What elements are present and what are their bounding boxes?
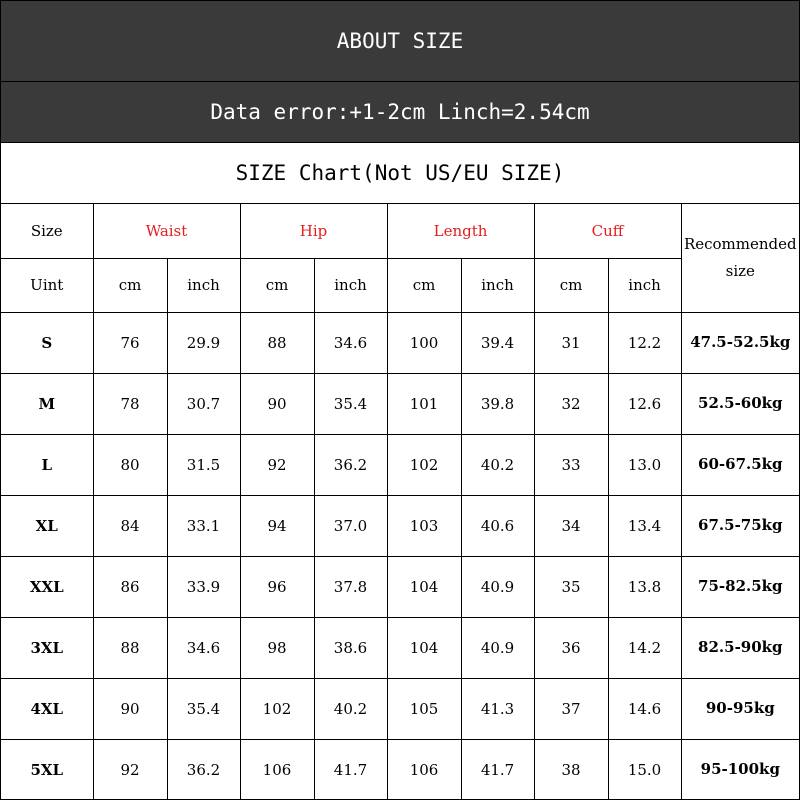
waist-cm-cell: 76 bbox=[93, 312, 167, 373]
hip-cm-cell: 102 bbox=[240, 678, 314, 739]
recommended-size-cell: 82.5-90kg bbox=[681, 617, 799, 678]
hip-header: Hip bbox=[240, 204, 387, 258]
waist-cm-cell: 78 bbox=[93, 373, 167, 434]
size-header: Size bbox=[1, 204, 93, 258]
cuff-inch-cell: 14.6 bbox=[608, 678, 681, 739]
waist-inch-cell: 29.9 bbox=[167, 312, 240, 373]
about-size-title: ABOUT SIZE bbox=[336, 29, 464, 53]
waist-cm-cell: 86 bbox=[93, 556, 167, 617]
hip-cm-cell: 88 bbox=[240, 312, 314, 373]
hip-inch-cell: 35.4 bbox=[314, 373, 387, 434]
size-cell: 4XL bbox=[1, 678, 93, 739]
table-row bbox=[1, 373, 799, 434]
recommended-size-cell: 67.5-75kg bbox=[681, 495, 799, 556]
cuff-cm-unit: cm bbox=[534, 258, 608, 312]
table-row bbox=[1, 739, 799, 800]
hip-inch-cell: 37.8 bbox=[314, 556, 387, 617]
hip-cm-cell: 106 bbox=[240, 739, 314, 800]
waist-cm-cell: 88 bbox=[93, 617, 167, 678]
hip-cm-cell: 92 bbox=[240, 434, 314, 495]
length-inch-cell: 41.3 bbox=[461, 678, 534, 739]
length-cm-cell: 104 bbox=[387, 617, 461, 678]
cuff-cm-cell: 38 bbox=[534, 739, 608, 800]
length-inch-cell: 40.9 bbox=[461, 556, 534, 617]
hip-cm-cell: 98 bbox=[240, 617, 314, 678]
hip-cm-cell: 90 bbox=[240, 373, 314, 434]
cuff-inch-cell: 13.4 bbox=[608, 495, 681, 556]
table-row bbox=[1, 434, 799, 495]
table-row bbox=[1, 312, 799, 373]
size-chart-title: SIZE Chart(Not US/EU SIZE) bbox=[235, 161, 565, 185]
waist-cm-cell: 84 bbox=[93, 495, 167, 556]
hip-inch-cell: 41.7 bbox=[314, 739, 387, 800]
waist-inch-cell: 30.7 bbox=[167, 373, 240, 434]
length-cm-cell: 104 bbox=[387, 556, 461, 617]
about-size-banner bbox=[1, 1, 799, 82]
cuff-inch-cell: 14.2 bbox=[608, 617, 681, 678]
hip-inch-cell: 34.6 bbox=[314, 312, 387, 373]
data-error-banner bbox=[1, 82, 799, 143]
recommended-size-cell: 75-82.5kg bbox=[681, 556, 799, 617]
length-inch-cell: 41.7 bbox=[461, 739, 534, 800]
table-row bbox=[1, 678, 799, 739]
cuff-cm-cell: 31 bbox=[534, 312, 608, 373]
waist-inch-cell: 36.2 bbox=[167, 739, 240, 800]
cuff-inch-cell: 12.6 bbox=[608, 373, 681, 434]
length-cm-cell: 101 bbox=[387, 373, 461, 434]
recommended-size-header: Recommended size bbox=[681, 204, 799, 312]
size-cell: L bbox=[1, 434, 93, 495]
waist-cm-cell: 90 bbox=[93, 678, 167, 739]
length-inch-cell: 39.4 bbox=[461, 312, 534, 373]
waist-inch-cell: 35.4 bbox=[167, 678, 240, 739]
length-cm-cell: 105 bbox=[387, 678, 461, 739]
length-inch-cell: 40.6 bbox=[461, 495, 534, 556]
cuff-cm-cell: 34 bbox=[534, 495, 608, 556]
length-cm-cell: 100 bbox=[387, 312, 461, 373]
cuff-inch-unit: inch bbox=[608, 258, 681, 312]
cuff-inch-cell: 13.0 bbox=[608, 434, 681, 495]
length-inch-unit: inch bbox=[461, 258, 534, 312]
size-cell: S bbox=[1, 312, 93, 373]
length-inch-cell: 39.8 bbox=[461, 373, 534, 434]
unit-header-row bbox=[1, 258, 799, 312]
waist-cm-cell: 80 bbox=[93, 434, 167, 495]
cuff-inch-cell: 15.0 bbox=[608, 739, 681, 800]
waist-cm-unit: cm bbox=[93, 258, 167, 312]
size-table bbox=[1, 204, 799, 800]
waist-inch-cell: 34.6 bbox=[167, 617, 240, 678]
waist-header: Waist bbox=[93, 204, 240, 258]
cuff-cm-cell: 33 bbox=[534, 434, 608, 495]
waist-cm-cell: 92 bbox=[93, 739, 167, 800]
unit-header: Uint bbox=[1, 258, 93, 312]
cuff-header: Cuff bbox=[534, 204, 681, 258]
data-error-note: Data error:+1-2cm Linch=2.54cm bbox=[210, 100, 590, 124]
hip-inch-cell: 40.2 bbox=[314, 678, 387, 739]
recommended-size-cell: 52.5-60kg bbox=[681, 373, 799, 434]
hip-cm-unit: cm bbox=[240, 258, 314, 312]
size-cell: XL bbox=[1, 495, 93, 556]
size-cell: M bbox=[1, 373, 93, 434]
recommended-size-cell: 60-67.5kg bbox=[681, 434, 799, 495]
size-chart-banner bbox=[1, 143, 799, 204]
hip-inch-cell: 37.0 bbox=[314, 495, 387, 556]
length-cm-cell: 102 bbox=[387, 434, 461, 495]
hip-cm-cell: 96 bbox=[240, 556, 314, 617]
hip-inch-unit: inch bbox=[314, 258, 387, 312]
cuff-inch-cell: 12.2 bbox=[608, 312, 681, 373]
recommended-size-cell: 95-100kg bbox=[681, 739, 799, 800]
recommended-size-cell: 90-95kg bbox=[681, 678, 799, 739]
table-row bbox=[1, 556, 799, 617]
cuff-cm-cell: 37 bbox=[534, 678, 608, 739]
waist-inch-cell: 33.1 bbox=[167, 495, 240, 556]
length-cm-unit: cm bbox=[387, 258, 461, 312]
group-header-row bbox=[1, 204, 799, 258]
hip-inch-cell: 36.2 bbox=[314, 434, 387, 495]
table-row bbox=[1, 495, 799, 556]
size-cell: 3XL bbox=[1, 617, 93, 678]
hip-inch-cell: 38.6 bbox=[314, 617, 387, 678]
length-inch-cell: 40.2 bbox=[461, 434, 534, 495]
cuff-cm-cell: 35 bbox=[534, 556, 608, 617]
cuff-inch-cell: 13.8 bbox=[608, 556, 681, 617]
size-cell: 5XL bbox=[1, 739, 93, 800]
size-cell: XXL bbox=[1, 556, 93, 617]
hip-cm-cell: 94 bbox=[240, 495, 314, 556]
recommended-size-cell: 47.5-52.5kg bbox=[681, 312, 799, 373]
length-cm-cell: 103 bbox=[387, 495, 461, 556]
table-row bbox=[1, 617, 799, 678]
length-cm-cell: 106 bbox=[387, 739, 461, 800]
waist-inch-cell: 33.9 bbox=[167, 556, 240, 617]
length-header: Length bbox=[387, 204, 534, 258]
cuff-cm-cell: 32 bbox=[534, 373, 608, 434]
length-inch-cell: 40.9 bbox=[461, 617, 534, 678]
waist-inch-unit: inch bbox=[167, 258, 240, 312]
cuff-cm-cell: 36 bbox=[534, 617, 608, 678]
waist-inch-cell: 31.5 bbox=[167, 434, 240, 495]
